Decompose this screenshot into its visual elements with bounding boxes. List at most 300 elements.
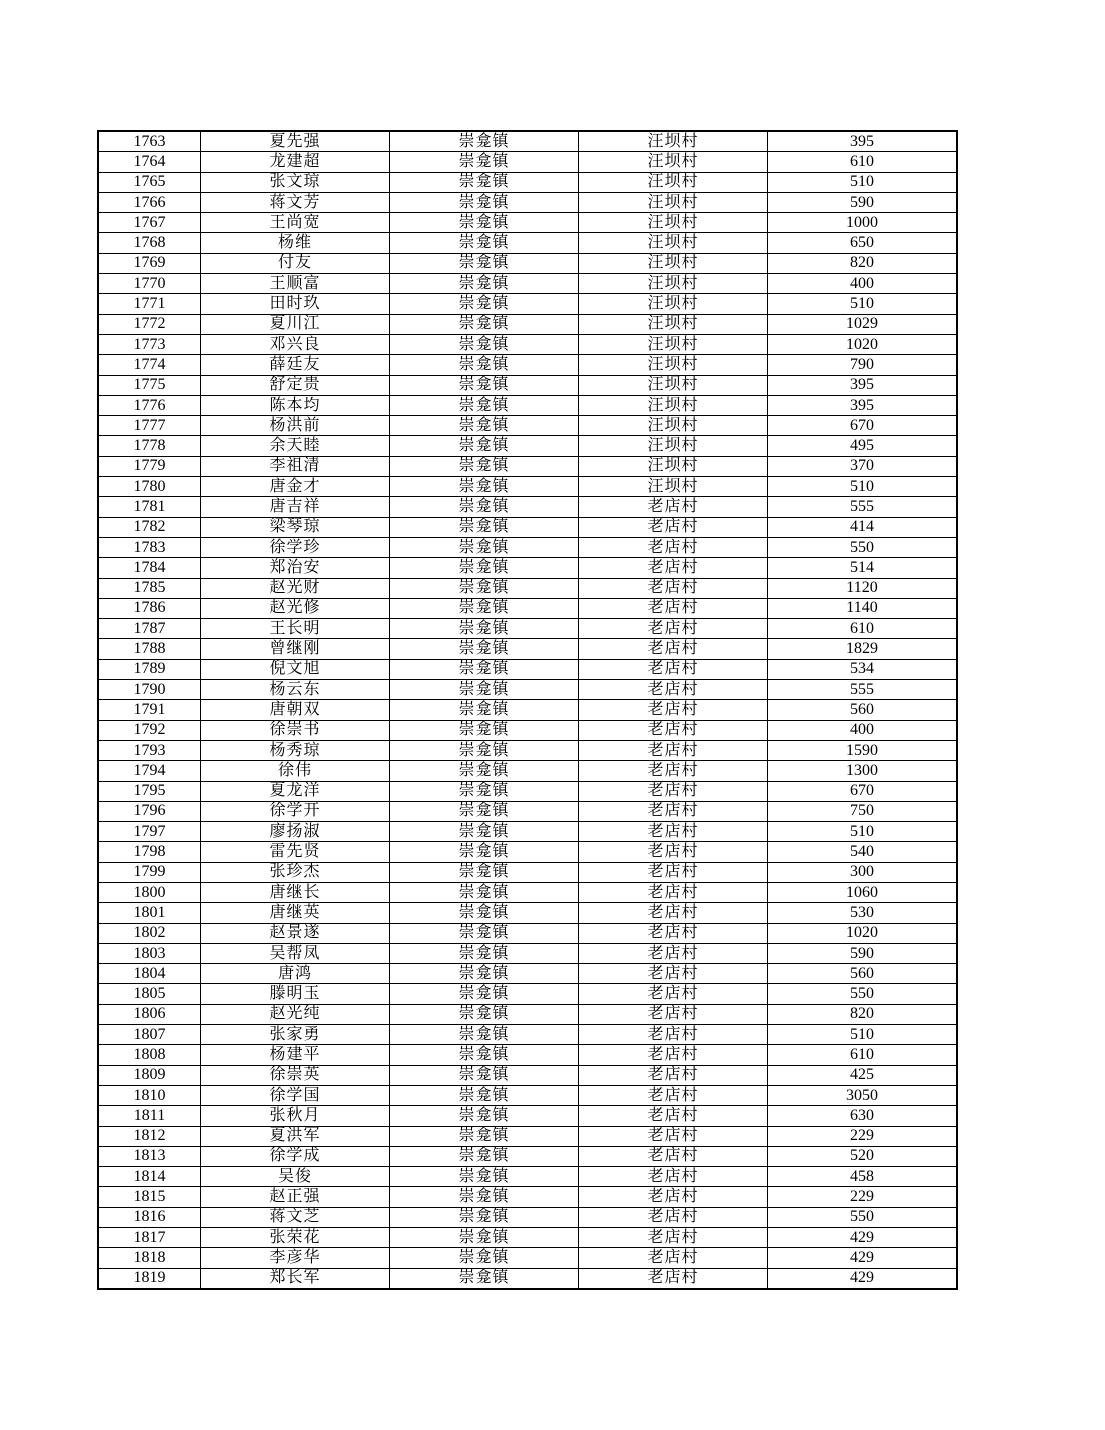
amount-cell: 429 (768, 1228, 958, 1248)
name-cell: 杨洪前 (201, 416, 390, 436)
name-cell: 唐吉祥 (201, 497, 390, 517)
name-cell: 王尚宽 (201, 213, 390, 233)
name-cell: 徐学珍 (201, 537, 390, 557)
amount-cell: 400 (768, 720, 958, 740)
amount-cell: 1300 (768, 761, 958, 781)
amount-cell: 510 (768, 1025, 958, 1045)
town-cell: 崇龛镇 (390, 537, 579, 557)
town-cell: 崇龛镇 (390, 761, 579, 781)
row-number-cell: 1767 (98, 213, 201, 233)
village-cell: 老店村 (579, 639, 768, 659)
table-row (98, 477, 957, 497)
row-number-cell: 1818 (98, 1248, 201, 1268)
row-number-cell: 1808 (98, 1045, 201, 1065)
town-cell: 崇龛镇 (390, 233, 579, 253)
village-cell: 老店村 (579, 598, 768, 618)
table-row (98, 456, 957, 476)
name-cell: 郑长军 (201, 1268, 390, 1289)
name-cell: 张家勇 (201, 1025, 390, 1045)
table-row (98, 923, 957, 943)
name-cell: 赵光修 (201, 598, 390, 618)
village-cell: 汪坝村 (579, 233, 768, 253)
row-number-cell: 1802 (98, 923, 201, 943)
amount-cell: 370 (768, 456, 958, 476)
amount-cell: 630 (768, 1106, 958, 1126)
amount-cell: 429 (768, 1248, 958, 1268)
name-cell: 夏川江 (201, 314, 390, 334)
amount-cell: 670 (768, 416, 958, 436)
name-cell: 倪文旭 (201, 659, 390, 679)
amount-cell: 1829 (768, 639, 958, 659)
amount-cell: 560 (768, 700, 958, 720)
name-cell: 徐伟 (201, 761, 390, 781)
table-row (98, 903, 957, 923)
village-cell: 老店村 (579, 984, 768, 1004)
village-cell: 老店村 (579, 517, 768, 537)
town-cell: 崇龛镇 (390, 923, 579, 943)
village-cell: 汪坝村 (579, 274, 768, 294)
row-number-cell: 1812 (98, 1126, 201, 1146)
town-cell: 崇龛镇 (390, 558, 579, 578)
amount-cell: 560 (768, 964, 958, 984)
row-number-cell: 1778 (98, 436, 201, 456)
amount-cell: 534 (768, 659, 958, 679)
row-number-cell: 1768 (98, 233, 201, 253)
town-cell: 崇龛镇 (390, 456, 579, 476)
table-row (98, 680, 957, 700)
table-row (98, 1268, 957, 1289)
village-cell: 汪坝村 (579, 192, 768, 212)
town-cell: 崇龛镇 (390, 436, 579, 456)
table-row (98, 781, 957, 801)
row-number-cell: 1773 (98, 334, 201, 354)
town-cell: 崇龛镇 (390, 1045, 579, 1065)
village-cell: 老店村 (579, 1248, 768, 1268)
amount-cell: 550 (768, 984, 958, 1004)
village-cell: 老店村 (579, 1126, 768, 1146)
town-cell: 崇龛镇 (390, 822, 579, 842)
row-number-cell: 1807 (98, 1025, 201, 1045)
amount-cell: 590 (768, 192, 958, 212)
town-cell: 崇龛镇 (390, 274, 579, 294)
table-body (98, 131, 957, 1289)
table-row (98, 700, 957, 720)
amount-cell: 540 (768, 842, 958, 862)
name-cell: 余天睦 (201, 436, 390, 456)
row-number-cell: 1786 (98, 598, 201, 618)
village-cell: 老店村 (579, 619, 768, 639)
name-cell: 徐崇书 (201, 720, 390, 740)
town-cell: 崇龛镇 (390, 943, 579, 963)
amount-cell: 229 (768, 1187, 958, 1207)
town-cell: 崇龛镇 (390, 1146, 579, 1166)
amount-cell: 514 (768, 558, 958, 578)
row-number-cell: 1797 (98, 822, 201, 842)
town-cell: 崇龛镇 (390, 1228, 579, 1248)
table-row (98, 619, 957, 639)
row-number-cell: 1814 (98, 1167, 201, 1187)
village-cell: 老店村 (579, 558, 768, 578)
town-cell: 崇龛镇 (390, 172, 579, 192)
town-cell: 崇龛镇 (390, 1106, 579, 1126)
amount-cell: 458 (768, 1167, 958, 1187)
village-cell: 汪坝村 (579, 152, 768, 172)
name-cell: 王顺富 (201, 274, 390, 294)
data-table (97, 130, 958, 1290)
town-cell: 崇龛镇 (390, 598, 579, 618)
amount-cell: 510 (768, 172, 958, 192)
town-cell: 崇龛镇 (390, 720, 579, 740)
village-cell: 老店村 (579, 923, 768, 943)
table-row (98, 720, 957, 740)
amount-cell: 414 (768, 517, 958, 537)
village-cell: 老店村 (579, 1065, 768, 1085)
village-cell: 老店村 (579, 1207, 768, 1227)
name-cell: 曾继刚 (201, 639, 390, 659)
table-row (98, 882, 957, 902)
table-row (98, 517, 957, 537)
name-cell: 徐学开 (201, 801, 390, 821)
table-row (98, 537, 957, 557)
name-cell: 王长明 (201, 619, 390, 639)
name-cell: 龙建超 (201, 152, 390, 172)
village-cell: 老店村 (579, 1045, 768, 1065)
amount-cell: 395 (768, 395, 958, 415)
name-cell: 唐金才 (201, 477, 390, 497)
name-cell: 张秋月 (201, 1106, 390, 1126)
row-number-cell: 1777 (98, 416, 201, 436)
village-cell: 汪坝村 (579, 172, 768, 192)
village-cell: 老店村 (579, 1106, 768, 1126)
name-cell: 雷先贤 (201, 842, 390, 862)
table-row (98, 740, 957, 760)
town-cell: 崇龛镇 (390, 1248, 579, 1268)
village-cell: 老店村 (579, 1228, 768, 1248)
village-cell: 老店村 (579, 1268, 768, 1289)
row-number-cell: 1788 (98, 639, 201, 659)
table-row (98, 558, 957, 578)
village-cell: 老店村 (579, 943, 768, 963)
row-number-cell: 1815 (98, 1187, 201, 1207)
village-cell: 汪坝村 (579, 456, 768, 476)
village-cell: 汪坝村 (579, 477, 768, 497)
table-row (98, 964, 957, 984)
town-cell: 崇龛镇 (390, 659, 579, 679)
amount-cell: 400 (768, 274, 958, 294)
row-number-cell: 1764 (98, 152, 201, 172)
amount-cell: 1020 (768, 334, 958, 354)
village-cell: 老店村 (579, 740, 768, 760)
amount-cell: 1060 (768, 882, 958, 902)
village-cell: 汪坝村 (579, 131, 768, 152)
name-cell: 唐继英 (201, 903, 390, 923)
row-number-cell: 1772 (98, 314, 201, 334)
village-cell: 老店村 (579, 882, 768, 902)
row-number-cell: 1779 (98, 456, 201, 476)
village-cell: 老店村 (579, 497, 768, 517)
table-row (98, 314, 957, 334)
row-number-cell: 1763 (98, 131, 201, 152)
town-cell: 崇龛镇 (390, 801, 579, 821)
row-number-cell: 1806 (98, 1004, 201, 1024)
village-cell: 老店村 (579, 1004, 768, 1024)
table-row (98, 1085, 957, 1105)
amount-cell: 670 (768, 781, 958, 801)
row-number-cell: 1769 (98, 253, 201, 273)
amount-cell: 820 (768, 253, 958, 273)
row-number-cell: 1787 (98, 619, 201, 639)
row-number-cell: 1775 (98, 375, 201, 395)
name-cell: 李彦华 (201, 1248, 390, 1268)
town-cell: 崇龛镇 (390, 355, 579, 375)
village-cell: 汪坝村 (579, 355, 768, 375)
amount-cell: 395 (768, 131, 958, 152)
table-row (98, 1248, 957, 1268)
row-number-cell: 1817 (98, 1228, 201, 1248)
row-number-cell: 1789 (98, 659, 201, 679)
town-cell: 崇龛镇 (390, 1065, 579, 1085)
name-cell: 徐学国 (201, 1085, 390, 1105)
name-cell: 唐继长 (201, 882, 390, 902)
row-number-cell: 1765 (98, 172, 201, 192)
village-cell: 老店村 (579, 842, 768, 862)
village-cell: 老店村 (579, 1146, 768, 1166)
amount-cell: 650 (768, 233, 958, 253)
row-number-cell: 1782 (98, 517, 201, 537)
row-number-cell: 1793 (98, 740, 201, 760)
town-cell: 崇龛镇 (390, 131, 579, 152)
row-number-cell: 1783 (98, 537, 201, 557)
name-cell: 付友 (201, 253, 390, 273)
name-cell: 张珍杰 (201, 862, 390, 882)
town-cell: 崇龛镇 (390, 842, 579, 862)
town-cell: 崇龛镇 (390, 781, 579, 801)
town-cell: 崇龛镇 (390, 416, 579, 436)
amount-cell: 590 (768, 943, 958, 963)
row-number-cell: 1811 (98, 1106, 201, 1126)
name-cell: 徐学成 (201, 1146, 390, 1166)
village-cell: 汪坝村 (579, 375, 768, 395)
name-cell: 赵光纯 (201, 1004, 390, 1024)
amount-cell: 550 (768, 537, 958, 557)
amount-cell: 425 (768, 1065, 958, 1085)
amount-cell: 520 (768, 1146, 958, 1166)
row-number-cell: 1784 (98, 558, 201, 578)
village-cell: 汪坝村 (579, 334, 768, 354)
row-number-cell: 1805 (98, 984, 201, 1004)
village-cell: 汪坝村 (579, 294, 768, 314)
row-number-cell: 1791 (98, 700, 201, 720)
name-cell: 赵景遂 (201, 923, 390, 943)
name-cell: 张荣花 (201, 1228, 390, 1248)
town-cell: 崇龛镇 (390, 964, 579, 984)
name-cell: 李祖清 (201, 456, 390, 476)
name-cell: 邓兴良 (201, 334, 390, 354)
table-row (98, 1146, 957, 1166)
amount-cell: 550 (768, 1207, 958, 1227)
table-row (98, 375, 957, 395)
name-cell: 夏龙洋 (201, 781, 390, 801)
town-cell: 崇龛镇 (390, 152, 579, 172)
town-cell: 崇龛镇 (390, 375, 579, 395)
table-row (98, 233, 957, 253)
row-number-cell: 1770 (98, 274, 201, 294)
village-cell: 老店村 (579, 964, 768, 984)
name-cell: 蒋文芝 (201, 1207, 390, 1227)
village-cell: 汪坝村 (579, 436, 768, 456)
village-cell: 老店村 (579, 720, 768, 740)
table-row (98, 862, 957, 882)
town-cell: 崇龛镇 (390, 700, 579, 720)
table-row (98, 497, 957, 517)
name-cell: 蒋文芳 (201, 192, 390, 212)
name-cell: 田时玖 (201, 294, 390, 314)
amount-cell: 555 (768, 680, 958, 700)
amount-cell: 510 (768, 822, 958, 842)
table-row (98, 274, 957, 294)
amount-cell: 820 (768, 1004, 958, 1024)
amount-cell: 610 (768, 152, 958, 172)
town-cell: 崇龛镇 (390, 314, 579, 334)
table-row (98, 1004, 957, 1024)
amount-cell: 555 (768, 497, 958, 517)
row-number-cell: 1804 (98, 964, 201, 984)
table-row (98, 943, 957, 963)
town-cell: 崇龛镇 (390, 984, 579, 1004)
village-cell: 老店村 (579, 862, 768, 882)
village-cell: 老店村 (579, 659, 768, 679)
town-cell: 崇龛镇 (390, 1126, 579, 1146)
village-cell: 汪坝村 (579, 213, 768, 233)
town-cell: 崇龛镇 (390, 862, 579, 882)
row-number-cell: 1803 (98, 943, 201, 963)
town-cell: 崇龛镇 (390, 192, 579, 212)
town-cell: 崇龛镇 (390, 903, 579, 923)
town-cell: 崇龛镇 (390, 395, 579, 415)
name-cell: 杨秀琼 (201, 740, 390, 760)
table-row (98, 1065, 957, 1085)
town-cell: 崇龛镇 (390, 680, 579, 700)
name-cell: 杨云东 (201, 680, 390, 700)
table-row (98, 1207, 957, 1227)
table-row (98, 172, 957, 192)
village-cell: 老店村 (579, 781, 768, 801)
row-number-cell: 1774 (98, 355, 201, 375)
row-number-cell: 1776 (98, 395, 201, 415)
village-cell: 老店村 (579, 801, 768, 821)
town-cell: 崇龛镇 (390, 1187, 579, 1207)
name-cell: 滕明玉 (201, 984, 390, 1004)
name-cell: 夏洪军 (201, 1126, 390, 1146)
amount-cell: 610 (768, 1045, 958, 1065)
name-cell: 唐朝双 (201, 700, 390, 720)
name-cell: 吴俊 (201, 1167, 390, 1187)
row-number-cell: 1795 (98, 781, 201, 801)
amount-cell: 429 (768, 1268, 958, 1289)
town-cell: 崇龛镇 (390, 1004, 579, 1024)
village-cell: 老店村 (579, 537, 768, 557)
amount-cell: 610 (768, 619, 958, 639)
table-row (98, 152, 957, 172)
row-number-cell: 1799 (98, 862, 201, 882)
village-cell: 汪坝村 (579, 416, 768, 436)
name-cell: 梁琴琼 (201, 517, 390, 537)
table-row (98, 1167, 957, 1187)
table-row (98, 192, 957, 212)
village-cell: 老店村 (579, 761, 768, 781)
name-cell: 杨建平 (201, 1045, 390, 1065)
name-cell: 徐崇英 (201, 1065, 390, 1085)
village-cell: 老店村 (579, 680, 768, 700)
row-number-cell: 1813 (98, 1146, 201, 1166)
town-cell: 崇龛镇 (390, 1207, 579, 1227)
table-row (98, 1025, 957, 1045)
town-cell: 崇龛镇 (390, 477, 579, 497)
village-cell: 老店村 (579, 1025, 768, 1045)
amount-cell: 1140 (768, 598, 958, 618)
name-cell: 赵正强 (201, 1187, 390, 1207)
table-row (98, 984, 957, 1004)
village-cell: 老店村 (579, 903, 768, 923)
village-cell: 汪坝村 (579, 314, 768, 334)
row-number-cell: 1766 (98, 192, 201, 212)
amount-cell: 530 (768, 903, 958, 923)
amount-cell: 3050 (768, 1085, 958, 1105)
table-row (98, 1187, 957, 1207)
table-row (98, 842, 957, 862)
village-cell: 老店村 (579, 700, 768, 720)
amount-cell: 300 (768, 862, 958, 882)
town-cell: 崇龛镇 (390, 578, 579, 598)
table-row (98, 1106, 957, 1126)
name-cell: 唐鸿 (201, 964, 390, 984)
row-number-cell: 1796 (98, 801, 201, 821)
table-row (98, 213, 957, 233)
table-row (98, 1228, 957, 1248)
town-cell: 崇龛镇 (390, 1025, 579, 1045)
name-cell: 薛廷友 (201, 355, 390, 375)
town-cell: 崇龛镇 (390, 213, 579, 233)
row-number-cell: 1816 (98, 1207, 201, 1227)
town-cell: 崇龛镇 (390, 882, 579, 902)
table-row (98, 334, 957, 354)
row-number-cell: 1792 (98, 720, 201, 740)
village-cell: 汪坝村 (579, 395, 768, 415)
amount-cell: 510 (768, 294, 958, 314)
name-cell: 杨维 (201, 233, 390, 253)
amount-cell: 1020 (768, 923, 958, 943)
row-number-cell: 1819 (98, 1268, 201, 1289)
table-row (98, 436, 957, 456)
amount-cell: 495 (768, 436, 958, 456)
table-row (98, 395, 957, 415)
amount-cell: 1120 (768, 578, 958, 598)
amount-cell: 1029 (768, 314, 958, 334)
village-cell: 老店村 (579, 578, 768, 598)
table-row (98, 253, 957, 273)
row-number-cell: 1798 (98, 842, 201, 862)
table-row (98, 761, 957, 781)
amount-cell: 750 (768, 801, 958, 821)
row-number-cell: 1790 (98, 680, 201, 700)
row-number-cell: 1809 (98, 1065, 201, 1085)
name-cell: 赵光财 (201, 578, 390, 598)
row-number-cell: 1781 (98, 497, 201, 517)
village-cell: 老店村 (579, 822, 768, 842)
town-cell: 崇龛镇 (390, 740, 579, 760)
amount-cell: 395 (768, 375, 958, 395)
town-cell: 崇龛镇 (390, 619, 579, 639)
